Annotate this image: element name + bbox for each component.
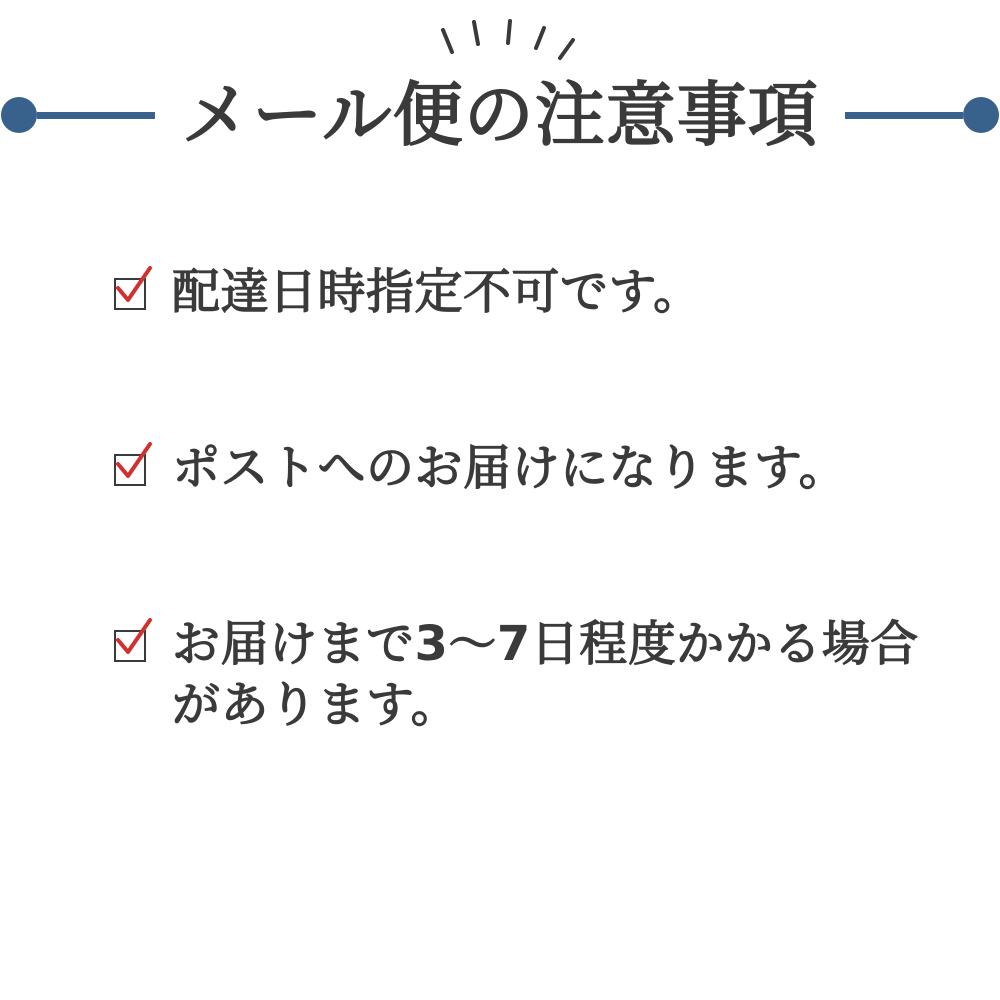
decoration-dot-right (963, 97, 999, 133)
page-title: メール便の注意事項 (181, 74, 819, 156)
list-item-label: お届けまで3〜7日程度かかる場合があります。 (172, 616, 919, 734)
checkbox-checked-icon (112, 274, 152, 314)
list-item-label: ポストへのお届けになります。 (172, 440, 848, 496)
notice-list (0, 262, 1000, 790)
sparkle-decoration (0, 18, 1000, 64)
checkbox-checked-icon (112, 626, 152, 666)
decoration-dot-left (1, 97, 37, 133)
decoration-line-left (37, 112, 155, 119)
title-row (0, 70, 1000, 160)
title-right-decoration (845, 97, 1000, 133)
page-header (0, 0, 1000, 200)
title-left-decoration (0, 97, 155, 133)
decoration-line-right (845, 112, 963, 119)
list-item (0, 262, 1000, 438)
list-item (0, 614, 1000, 790)
list-item-label: 配達日時指定不可です。 (172, 264, 702, 320)
list-item (0, 438, 1000, 614)
checkbox-checked-icon (112, 450, 152, 490)
